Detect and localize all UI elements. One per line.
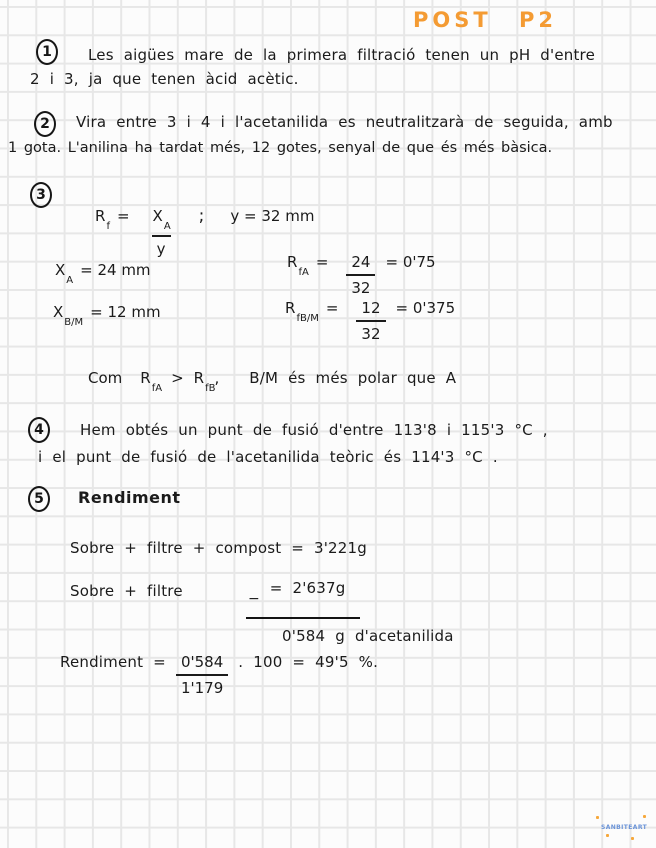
rf-base: R [95,207,106,225]
rfa-base: R [287,253,298,271]
xbm-base: X [53,303,64,321]
item-2-line-2: 1 gota. L'anilina ha tardat més, 12 gotes, senyal de que és més bàsica. [8,140,553,156]
subtraction-result: 0'584 g d'acetanilida [282,627,454,645]
watermark-text: SANBITEART [601,824,648,831]
comma: , [214,369,220,387]
rfbm-numerator: 12 [361,299,381,317]
rfbm-base: R [285,299,296,317]
yield-mass-line-2-value: = 2'637g [269,579,346,597]
rfa-numerator: 24 [351,253,371,271]
x-subscript: A [163,221,171,232]
xa-symbol [55,260,72,287]
item-5-number: 5 [34,491,44,507]
item-3-number-circle [30,182,52,208]
rfa-fraction [346,252,375,298]
sparkle-icon [596,816,599,819]
sparkle-icon [631,837,634,840]
yield-percentage-formula [60,652,378,698]
item-1-line-1: Les aigües mare de la primera filtració tenen un pH d'entre [88,46,596,64]
rfb-subscript: fB [205,383,216,394]
xa-subscript: A [66,275,74,286]
rfa-result: = 0'75 [385,253,436,271]
item-2-number-circle [34,111,56,137]
item-4-number-circle [28,417,50,443]
item-4-line-1: Hem obtés un punt de fusió d'entre 113'8 i 115'3 °C , [80,421,548,439]
yield-mass-line-1: Sobre + filtre + compost = 3'221g [70,539,368,557]
y-value: y = 32 mm [230,207,315,225]
item-2-line-1: Vira entre 3 i 4 i l'acetanilida es neutralitzarà de seguida, amb [76,113,613,131]
x-base: X [152,207,163,225]
polarity-conclusion [88,368,456,395]
item-1-line-2: 2 i 3, ja que tenen àcid acètic. [30,70,299,88]
rfa-calculation [287,252,436,298]
rfb-base: R [193,369,205,387]
item-4-number: 4 [34,422,44,438]
item-4-line-2: i el punt de fusió de l'acetanilida teòric és 114'3 °C . [38,448,498,466]
rfbm-calculation [285,298,455,344]
rf-fraction-denominator: y [152,235,171,259]
xa-value: = 24 mm [80,261,151,279]
yield-formula-rhs: . 100 = 49'5 %. [238,653,379,671]
yield-fraction [176,652,228,698]
sparkle-icon [606,834,609,837]
item-1-number: 1 [42,44,52,60]
conclusion-post: B/M és més polar que A [249,369,457,387]
xbm-measurement [53,302,161,329]
rfbm-denominator: 32 [356,320,385,344]
greater-than-sign: > [171,369,184,387]
conclusion-pre: Com [88,369,123,387]
rf-subscript: f [106,221,110,232]
rfa-symbol [140,368,161,395]
equals-sign: = [325,299,339,317]
sparkle-icon [643,815,646,818]
rfbm-subscript: fB/M [296,313,319,324]
rfa-symbol [287,252,308,279]
rfa-subscript: fA [151,383,163,394]
semicolon: ; [198,206,205,226]
rf-fraction [148,206,175,259]
yield-denominator: 1'179 [176,674,228,698]
yield-formula-lhs: Rendiment = [60,653,166,671]
item-2-number: 2 [40,116,50,132]
rfa-subscript: fA [298,267,309,278]
xa-base: X [55,261,66,279]
rf-fraction-numerator [148,206,175,235]
item-3-number: 3 [36,187,46,203]
xbm-subscript: B/M [64,317,84,328]
yield-numerator: 0'584 [180,653,224,671]
item-5-title: Rendiment [78,488,181,507]
rfa-base: R [140,369,151,387]
rf-definition-formula [95,206,314,259]
page-title: POST P2 [413,8,558,32]
rfa-denominator: 32 [346,274,375,298]
rfbm-fraction [356,298,385,344]
xa-measurement [55,260,151,287]
equals-sign: = [116,207,130,225]
yield-mass-line-2-label: Sobre + filtre [70,582,183,600]
minus-sign: − [248,591,260,607]
item-5-number-circle [28,486,50,512]
rfbm-result: = 0'375 [395,299,456,317]
xbm-value: = 12 mm [90,303,161,321]
subtraction-block [246,578,360,619]
rf-symbol [95,206,109,233]
rfb-symbol [194,368,215,395]
xbm-symbol [53,302,82,329]
rfbm-symbol [285,298,318,325]
equals-sign: = [315,253,329,271]
item-1-number-circle [36,39,58,65]
